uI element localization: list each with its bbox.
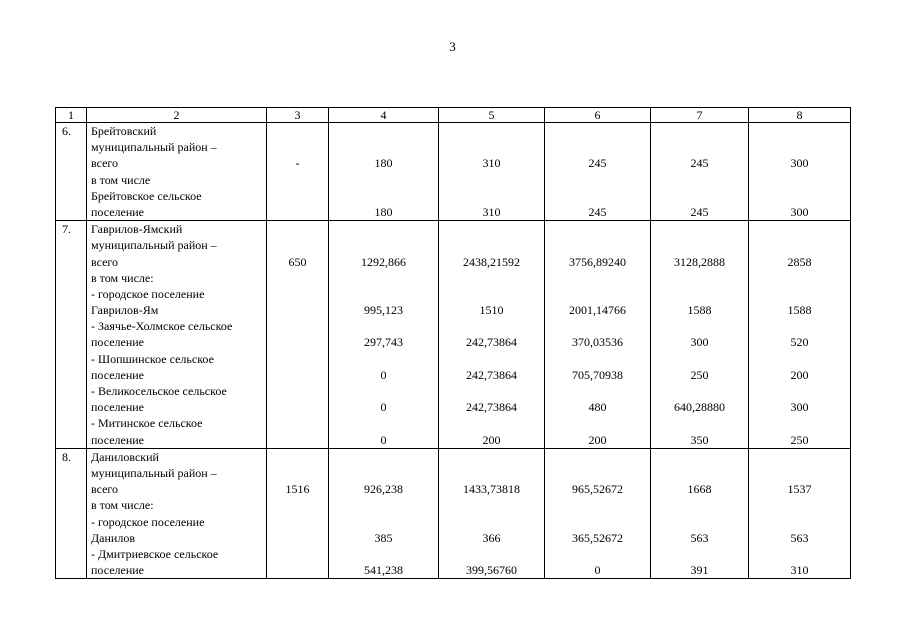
value-line	[547, 286, 648, 302]
table-row	[56, 448, 851, 579]
value-cell-col-5	[439, 448, 545, 579]
value-line	[269, 514, 326, 530]
value-line	[653, 514, 746, 530]
column-header: 4	[329, 108, 439, 123]
value-cell-col-4	[329, 448, 439, 579]
value-line	[751, 286, 848, 302]
row-index: 8.	[56, 448, 87, 579]
value-line	[653, 546, 746, 562]
value-line	[751, 188, 848, 204]
value-line	[269, 123, 326, 139]
value-line	[331, 139, 436, 155]
value-line	[269, 188, 326, 204]
value-line	[269, 497, 326, 513]
value-line	[269, 172, 326, 188]
value-line	[751, 123, 848, 139]
value-line	[441, 351, 542, 367]
value-line	[331, 123, 436, 139]
value-cell-col-6	[545, 448, 651, 579]
district-name-line: - Дмитриевское сельское	[91, 546, 219, 561]
value-line	[269, 415, 326, 431]
district-name-line: - Шопшинское сельское	[91, 351, 214, 366]
value-line: 563	[790, 530, 809, 545]
value-line	[441, 237, 542, 253]
value-line	[331, 449, 436, 465]
value-cell-col-7	[651, 221, 749, 449]
value-line	[653, 351, 746, 367]
value-line	[653, 497, 746, 513]
value-line: 300	[790, 204, 809, 219]
value-line	[331, 286, 436, 302]
value-line	[331, 221, 436, 237]
value-line: 480	[588, 400, 607, 415]
value-line	[751, 497, 848, 513]
value-line: 0	[594, 563, 601, 578]
value-line: 3128,2888	[674, 254, 725, 269]
column-header: 1	[56, 108, 87, 123]
value-line: 180	[374, 156, 393, 171]
value-line: 200	[588, 432, 607, 447]
value-line	[269, 546, 326, 562]
table-row	[56, 123, 851, 221]
district-name-line: Гаврилов-Ям	[91, 303, 159, 318]
district-name-line: Даниловский	[91, 449, 159, 464]
value-line	[269, 270, 326, 286]
value-line: 250	[690, 367, 709, 382]
value-cell-col-7	[651, 123, 749, 221]
district-name-line: Данилов	[91, 530, 136, 545]
value-line	[269, 399, 326, 415]
value-cell-col-6	[545, 123, 651, 221]
value-line: 366	[482, 530, 501, 545]
row-index: 6.	[56, 123, 87, 221]
value-line	[269, 449, 326, 465]
value-line: 350	[690, 432, 709, 447]
value-line	[331, 465, 436, 481]
value-cell-col-3	[267, 123, 329, 221]
row-index: 7.	[56, 221, 87, 449]
district-name-line: - городское поселение	[91, 286, 205, 301]
column-header: 3	[267, 108, 329, 123]
value-line	[269, 237, 326, 253]
district-name-cell	[87, 448, 267, 579]
value-line	[547, 221, 648, 237]
district-name-line: всего	[91, 254, 119, 269]
value-line: 385	[374, 530, 393, 545]
value-line: 245	[690, 156, 709, 171]
district-name-line: поселение	[91, 432, 145, 447]
value-line: 541,238	[364, 563, 403, 578]
value-line	[751, 514, 848, 530]
value-line	[269, 562, 326, 578]
value-line: 245	[588, 156, 607, 171]
value-line	[269, 318, 326, 334]
district-name-line: - Заячье-Холмское сельское	[91, 319, 233, 334]
district-name-line: - Великосельское сельское	[91, 384, 227, 398]
value-line	[269, 302, 326, 318]
value-line	[751, 449, 848, 465]
value-cell-col-4	[329, 123, 439, 221]
value-line: 1588	[687, 303, 712, 318]
value-line	[653, 188, 746, 204]
value-line: 995,123	[364, 303, 403, 318]
value-line	[441, 546, 542, 562]
value-line: 965,52672	[572, 482, 623, 497]
value-cell-col-5	[439, 221, 545, 449]
value-line: 0	[380, 367, 387, 382]
value-line	[331, 514, 436, 530]
value-line	[751, 139, 848, 155]
value-line: 310	[482, 156, 501, 171]
value-line	[653, 221, 746, 237]
value-line	[547, 497, 648, 513]
value-line: 563	[690, 530, 709, 545]
value-line	[547, 318, 648, 334]
value-line	[751, 221, 848, 237]
value-line	[441, 270, 542, 286]
value-line	[441, 383, 542, 399]
district-name-cell	[87, 221, 267, 449]
value-line	[331, 270, 436, 286]
value-line: 297,743	[364, 335, 403, 350]
value-line: 2438,21592	[463, 254, 520, 269]
value-line	[269, 334, 326, 350]
value-line: 300	[690, 335, 709, 350]
district-name-cell	[87, 123, 267, 221]
value-line	[653, 415, 746, 431]
district-name-line: всего	[91, 482, 119, 497]
district-name-line: поселение	[91, 335, 145, 350]
value-line	[269, 139, 326, 155]
value-line	[269, 351, 326, 367]
value-line	[331, 546, 436, 562]
value-line: 310	[790, 563, 809, 578]
value-line	[441, 449, 542, 465]
value-line: 242,73864	[466, 367, 517, 382]
page-number: 3	[449, 39, 456, 54]
value-cell-col-7	[651, 448, 749, 579]
district-name-line: муниципальный район –	[91, 238, 217, 253]
value-line	[269, 383, 326, 399]
value-line	[547, 237, 648, 253]
value-line: 1292,866	[361, 254, 406, 269]
value-line	[751, 172, 848, 188]
table-body	[56, 108, 851, 579]
value-line: 1668	[687, 482, 712, 497]
value-line	[653, 237, 746, 253]
district-name-line: Брейтовский	[91, 124, 157, 138]
value-line	[331, 172, 436, 188]
table-row	[56, 221, 851, 449]
value-line	[653, 123, 746, 139]
value-line	[653, 383, 746, 399]
value-line	[331, 497, 436, 513]
value-line: 3756,89240	[569, 254, 626, 269]
value-line	[269, 367, 326, 383]
value-line	[751, 270, 848, 286]
district-name-line: всего	[91, 156, 119, 171]
value-line	[751, 465, 848, 481]
value-line: 1588	[787, 303, 812, 318]
value-line: 242,73864	[466, 400, 517, 415]
value-cell-col-8	[749, 123, 851, 221]
value-line: 520	[790, 335, 809, 350]
value-line	[331, 383, 436, 399]
value-line: 399,56760	[466, 563, 517, 578]
value-line: 640,28880	[674, 400, 725, 415]
value-line	[547, 465, 648, 481]
value-line	[653, 449, 746, 465]
value-line: 650	[288, 254, 307, 269]
value-line	[441, 318, 542, 334]
value-line	[441, 514, 542, 530]
value-line: 200	[790, 367, 809, 382]
value-line	[441, 172, 542, 188]
value-line	[653, 318, 746, 334]
value-line	[547, 351, 648, 367]
column-header: 5	[439, 108, 545, 123]
value-line: 2001,14766	[569, 303, 626, 318]
value-line	[441, 139, 542, 155]
value-line	[441, 286, 542, 302]
value-line: 1510	[479, 303, 504, 318]
value-cell-col-8	[749, 221, 851, 449]
value-cell-col-8	[749, 448, 851, 579]
value-cell-col-6	[545, 221, 651, 449]
value-line	[547, 546, 648, 562]
value-cell-col-3	[267, 221, 329, 449]
value-cell-col-5	[439, 123, 545, 221]
district-name-line: - городское поселение	[91, 514, 205, 529]
column-header: 2	[87, 108, 267, 123]
district-name-line: поселение	[91, 204, 145, 219]
district-name-line: поселение	[91, 367, 145, 382]
value-line	[269, 286, 326, 302]
district-name-line: поселение	[91, 400, 145, 415]
value-line	[751, 318, 848, 334]
value-line	[547, 270, 648, 286]
district-name-line: поселение	[91, 563, 145, 578]
value-line: 310	[482, 204, 501, 219]
value-line	[269, 530, 326, 546]
value-line	[547, 383, 648, 399]
value-line	[653, 465, 746, 481]
data-table	[55, 107, 851, 579]
value-line: 250	[790, 432, 809, 447]
value-line: 365,52672	[572, 530, 623, 545]
value-line	[269, 221, 326, 237]
value-line: 1433,73818	[463, 482, 520, 497]
district-name-line: в том числе:	[91, 270, 154, 285]
value-line	[269, 432, 326, 448]
value-line	[441, 415, 542, 431]
value-line: 1516	[285, 482, 310, 497]
value-line	[547, 415, 648, 431]
district-name-line: Брейтовское сельское	[91, 188, 202, 203]
value-line	[653, 139, 746, 155]
value-line	[547, 123, 648, 139]
value-line	[547, 188, 648, 204]
value-line: 391	[690, 563, 709, 578]
value-line	[547, 514, 648, 530]
value-line	[547, 139, 648, 155]
value-line: 200	[482, 432, 501, 447]
value-line: 926,238	[364, 482, 403, 497]
value-line	[441, 123, 542, 139]
value-line	[331, 237, 436, 253]
column-header: 7	[651, 108, 749, 123]
district-name-line: - Митинское сельское	[91, 416, 203, 431]
value-line	[441, 188, 542, 204]
district-name-line: в том числе	[91, 172, 151, 187]
value-cell-col-3	[267, 448, 329, 579]
district-name-line: в том числе:	[91, 498, 154, 513]
value-line: -	[295, 156, 300, 171]
value-line: 242,73864	[466, 335, 517, 350]
value-line	[653, 172, 746, 188]
header-row	[56, 108, 851, 123]
value-line	[751, 351, 848, 367]
value-line	[441, 497, 542, 513]
value-line: 300	[790, 156, 809, 171]
value-line: 245	[690, 204, 709, 219]
value-line	[331, 188, 436, 204]
district-name-line: муниципальный район –	[91, 140, 217, 155]
value-line	[751, 383, 848, 399]
value-line: 370,03536	[572, 335, 623, 350]
column-header: 8	[749, 108, 851, 123]
value-line	[331, 318, 436, 334]
value-line	[653, 270, 746, 286]
value-line: 300	[790, 400, 809, 415]
value-line	[441, 465, 542, 481]
value-line	[751, 415, 848, 431]
value-cell-col-4	[329, 221, 439, 449]
value-line	[441, 221, 542, 237]
value-line	[269, 465, 326, 481]
value-line	[269, 204, 326, 220]
value-line: 1537	[787, 482, 812, 497]
value-line: 180	[374, 204, 393, 219]
value-line	[547, 172, 648, 188]
value-line: 0	[380, 432, 387, 447]
column-header: 6	[545, 108, 651, 123]
value-line	[331, 415, 436, 431]
value-line	[331, 351, 436, 367]
value-line	[653, 286, 746, 302]
value-line: 245	[588, 204, 607, 219]
value-line: 0	[380, 400, 387, 415]
value-line	[547, 449, 648, 465]
value-line	[751, 237, 848, 253]
value-line: 705,70938	[572, 367, 623, 382]
value-line: 2858	[787, 254, 812, 269]
district-name-line: муниципальный район –	[91, 465, 217, 480]
district-name-line: Гаврилов-Ямский	[91, 222, 183, 237]
value-line	[751, 546, 848, 562]
